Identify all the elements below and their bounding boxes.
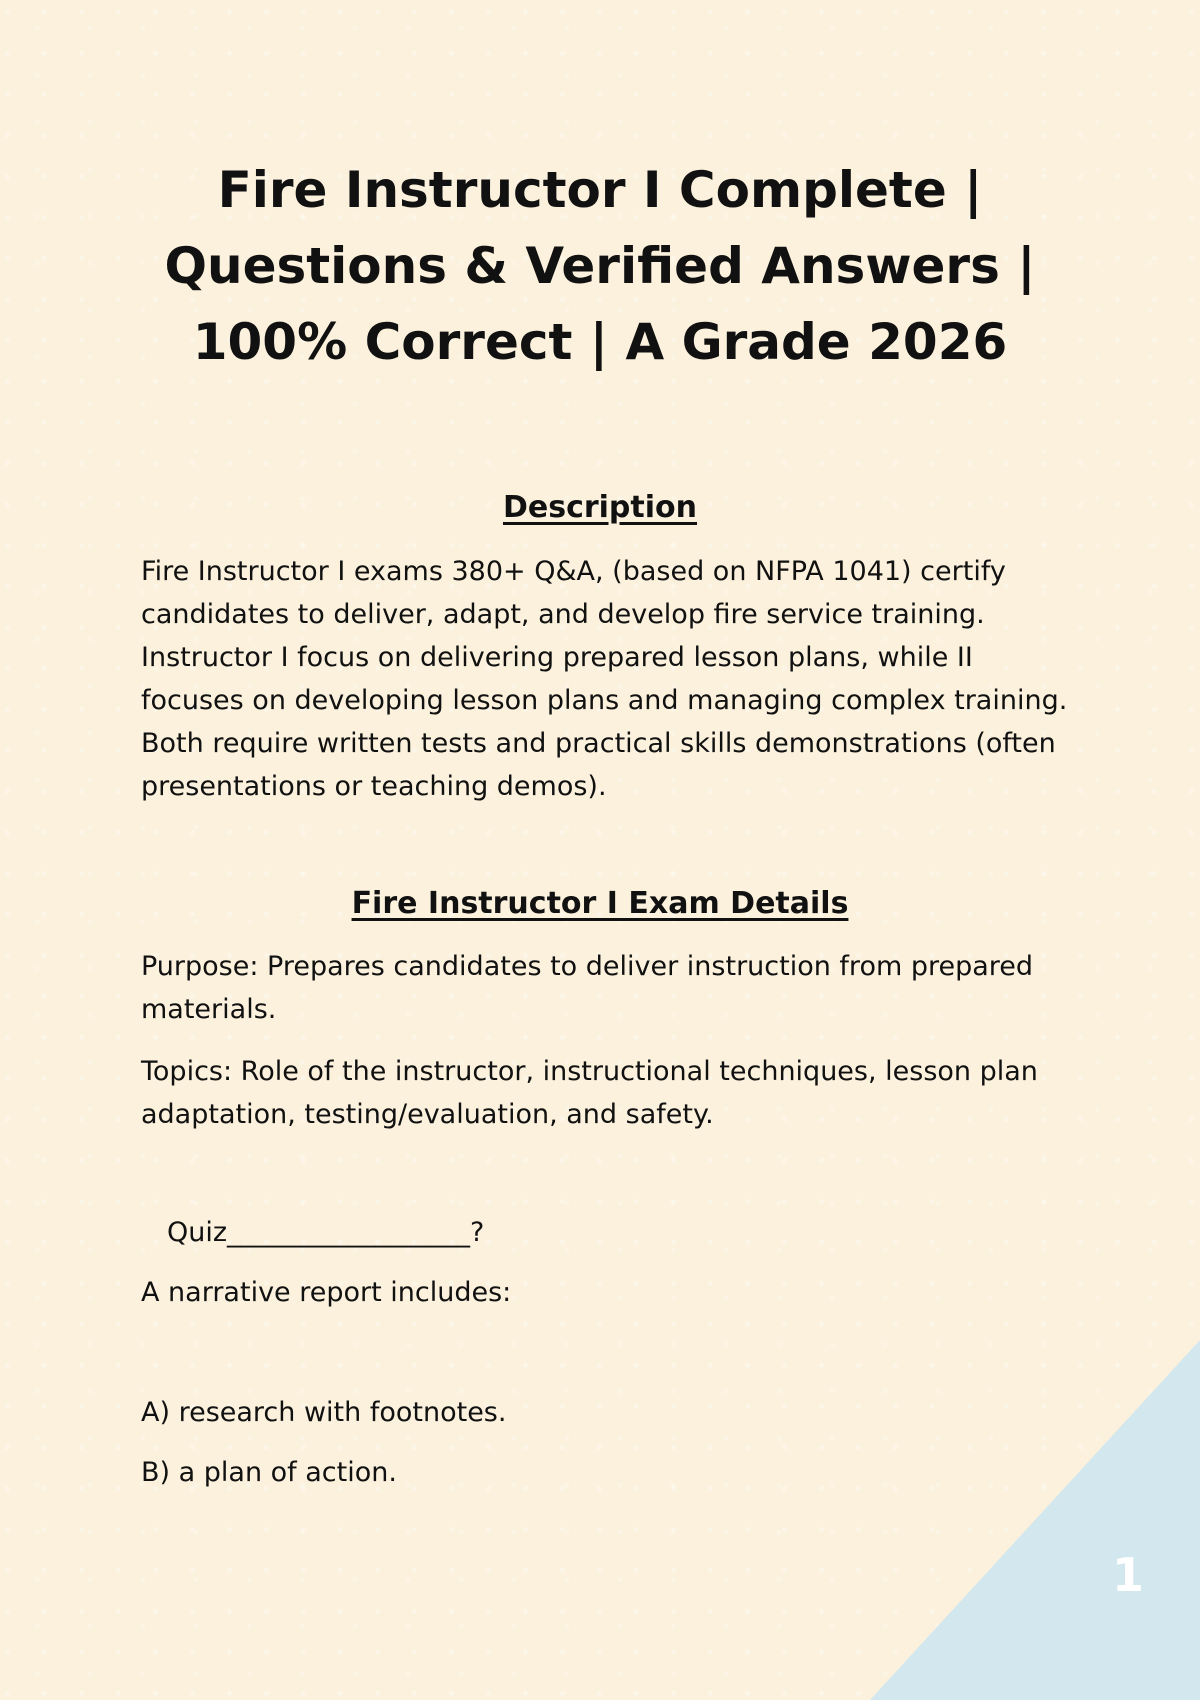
quiz-question: A narrative report includes:: [141, 1277, 512, 1308]
quiz-label: Quiz__________________?: [167, 1217, 485, 1248]
title-line-3: 100% Correct | A Grade 2026: [192, 313, 1008, 371]
exam-details-heading: Fire Instructor I Exam Details: [351, 886, 849, 921]
page-title: [100, 152, 1100, 380]
exam-topics-text: Topics: Role of the instructor, instructional techniques, lesson plan adaptation, testing/evaluation, and safety.: [141, 1056, 1038, 1130]
exam-purpose-text: Purpose: Prepares candidates to deliver instruction from prepared materials.: [141, 951, 1034, 1025]
description-text: Fire Instructor I exams 380+ Q&A, (based on NFPA 1041) certify candidates to deliver, adapt, and develop fire service training. Instructor I focus on delivering prepared lesson plans, while II focuses on developing lesson plans and managing complex training. Both require written tests and practical skills demonstrations (often presentations or teaching demos).: [141, 556, 1068, 802]
corner-accent-triangle: [870, 1340, 1200, 1700]
title-line-1: Fire Instructor I Complete |: [217, 161, 983, 219]
description-heading: Description: [502, 490, 698, 525]
page-number: 1: [1112, 1548, 1145, 1602]
quiz-option-a: A) research with footnotes.: [141, 1397, 507, 1428]
quiz-option-b: B) a plan of action.: [141, 1457, 397, 1488]
title-line-2: Questions & Verified Answers |: [164, 237, 1036, 295]
